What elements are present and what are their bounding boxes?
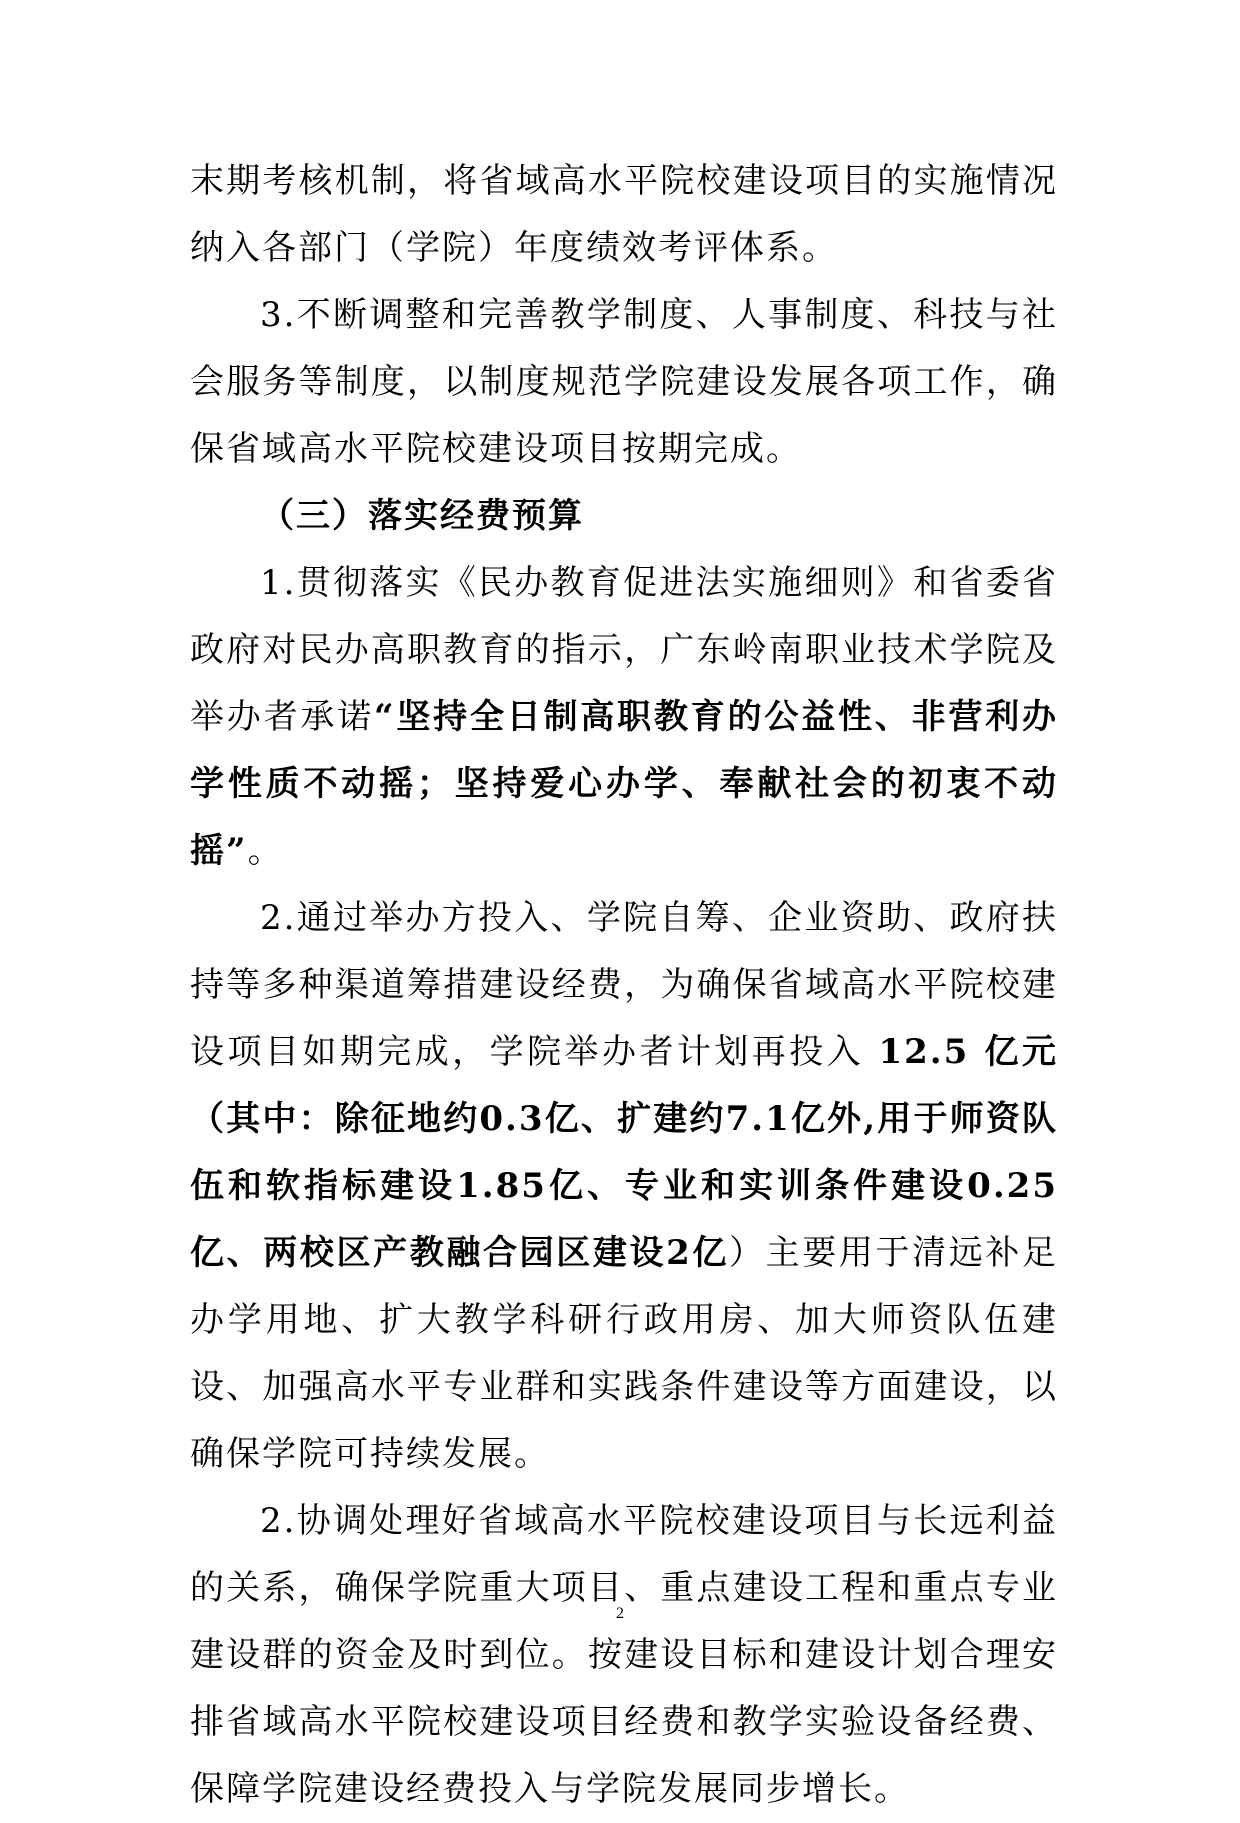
paragraph-assessment: 末期考核机制，将省域高水平院校建设项目的实施情况纳入各部门（学院）年度绩效考评体系。 — [190, 161, 1058, 268]
paragraph-item-1-commitment: “坚持全日制高职教育的公益性、非营利办学性质不动摇；坚持爱心办学、奉献社会的初衷不动摇” — [190, 697, 1059, 871]
paragraph-item-1-end: 。 — [247, 831, 284, 871]
paragraph-item-3: 3.不断调整和完善教学制度、人事制度、科技与社会服务等制度，以制度规范学院建设发展各项工作，确保省域高水平院校建设项目按期完成。 — [190, 295, 1058, 469]
paragraph-item-2-text: 2.通过举办方投入、学院自筹、企业资助、政府扶持等多种渠道筹措建设经费，为确保省域高水平院校建设项目如期完成，学院举办者计划再投入 — [190, 898, 1058, 1072]
paragraph-item-2-amount: 12.5 亿元（其中：除征地约0.3亿、扩建约7.1亿外,用于师资队伍和软指标建设1.85亿、专业和实训条件建设0.25亿、两校区产教融合园区建设2亿 — [190, 1032, 1058, 1273]
paragraph-item-1-text: 1.贯彻落实《民办教育促进法实施细则》和省委省政府对民办高职教育的指示，广东岭南职业技术学院及举办者承诺 — [190, 563, 1058, 737]
section-heading-budget: （三）落实经费预算 — [260, 496, 584, 536]
paragraph-item-1 — [190, 550, 1058, 885]
paragraph-item-2-funding — [190, 885, 1058, 1488]
paragraph-item-2-coordination: 2.协调处理好省域高水平院校建设项目与长远利益的关系，确保学院重大项目、重点建设工程和重点专业建设群的资金及时到位。按建设目标和建设计划合理安排省域高水平院校建设项目经费和教学实验设备经费、保障学院建设经费投入与学院发展同步增长。 — [190, 1501, 1058, 1809]
document-page — [190, 148, 1058, 1823]
paragraph-item-2-rest: ）主要用于清远补足办学用地、扩大教学科研行政用房、加大师资队伍建设、加强高水平专业群和实践条件建设等方面建设，以确保学院可持续发展。 — [190, 1233, 1059, 1474]
page-number: 2 — [616, 1605, 624, 1622]
